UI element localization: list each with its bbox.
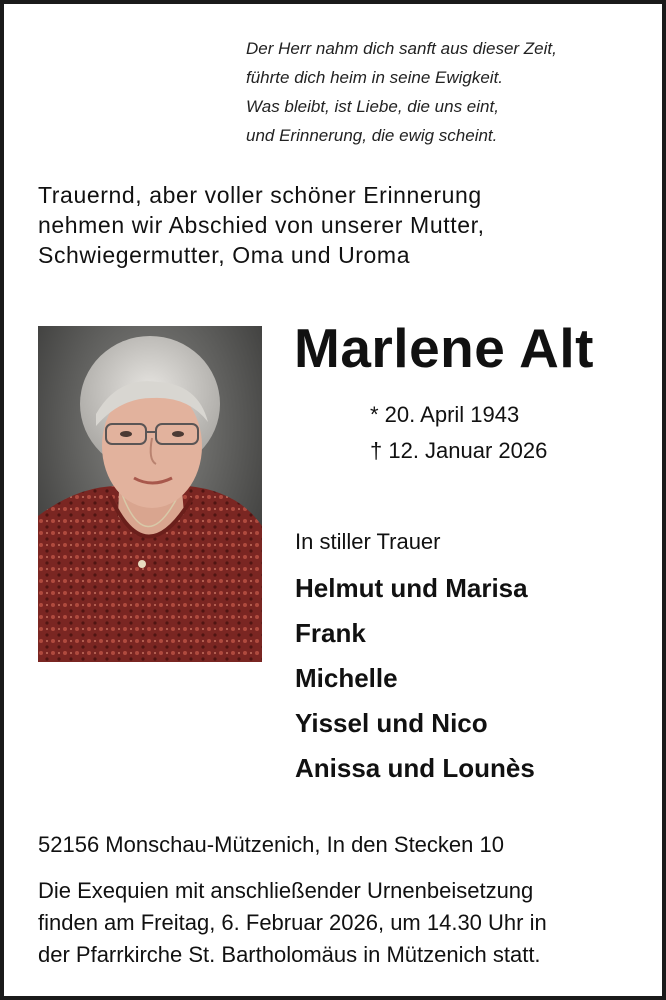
- portrait-illustration: [38, 326, 262, 662]
- life-dates: [370, 397, 547, 469]
- intro-line: Schwiegermutter, Oma und Uroma: [38, 242, 411, 268]
- mourner-name: Frank: [295, 618, 366, 648]
- family-address: 52156 Monschau-Mützenich, In den Stecken 10: [38, 832, 504, 857]
- birth-date: * 20. April 1943: [370, 402, 520, 427]
- poem-line: Der Herr nahm dich sanft aus dieser Zeit,: [246, 39, 557, 58]
- portrait-photo: [38, 326, 262, 662]
- notice-line: Die Exequien mit anschließender Urnenbeisetzung: [38, 878, 534, 903]
- mourning-label: In stiller Trauer: [295, 529, 441, 554]
- deceased-name: Marlene Alt: [294, 317, 594, 379]
- intro-line: Trauernd, aber voller schöner Erinnerung: [38, 182, 482, 208]
- poem-line: und Erinnerung, die ewig scheint.: [246, 126, 498, 145]
- poem: [246, 34, 646, 150]
- funeral-notice: [38, 875, 547, 971]
- mourner-name: Anissa und Lounès: [295, 753, 535, 783]
- death-date: † 12. Januar 2026: [370, 438, 548, 463]
- intro-text: [38, 180, 638, 270]
- poem-line: Was bleibt, ist Liebe, die uns eint,: [246, 97, 499, 116]
- mourners-list: [295, 566, 535, 791]
- poem-line: führte dich heim in seine Ewigkeit.: [246, 68, 504, 87]
- mourner-name: Helmut und Marisa: [295, 573, 528, 603]
- mourner-name: Michelle: [295, 663, 398, 693]
- notice-line: der Pfarrkirche St. Bartholomäus in Mützenich statt.: [38, 942, 541, 967]
- intro-line: nehmen wir Abschied von unserer Mutter,: [38, 212, 485, 238]
- mourner-name: Yissel und Nico: [295, 708, 488, 738]
- notice-line: finden am Freitag, 6. Februar 2026, um 14.30 Uhr in: [38, 910, 547, 935]
